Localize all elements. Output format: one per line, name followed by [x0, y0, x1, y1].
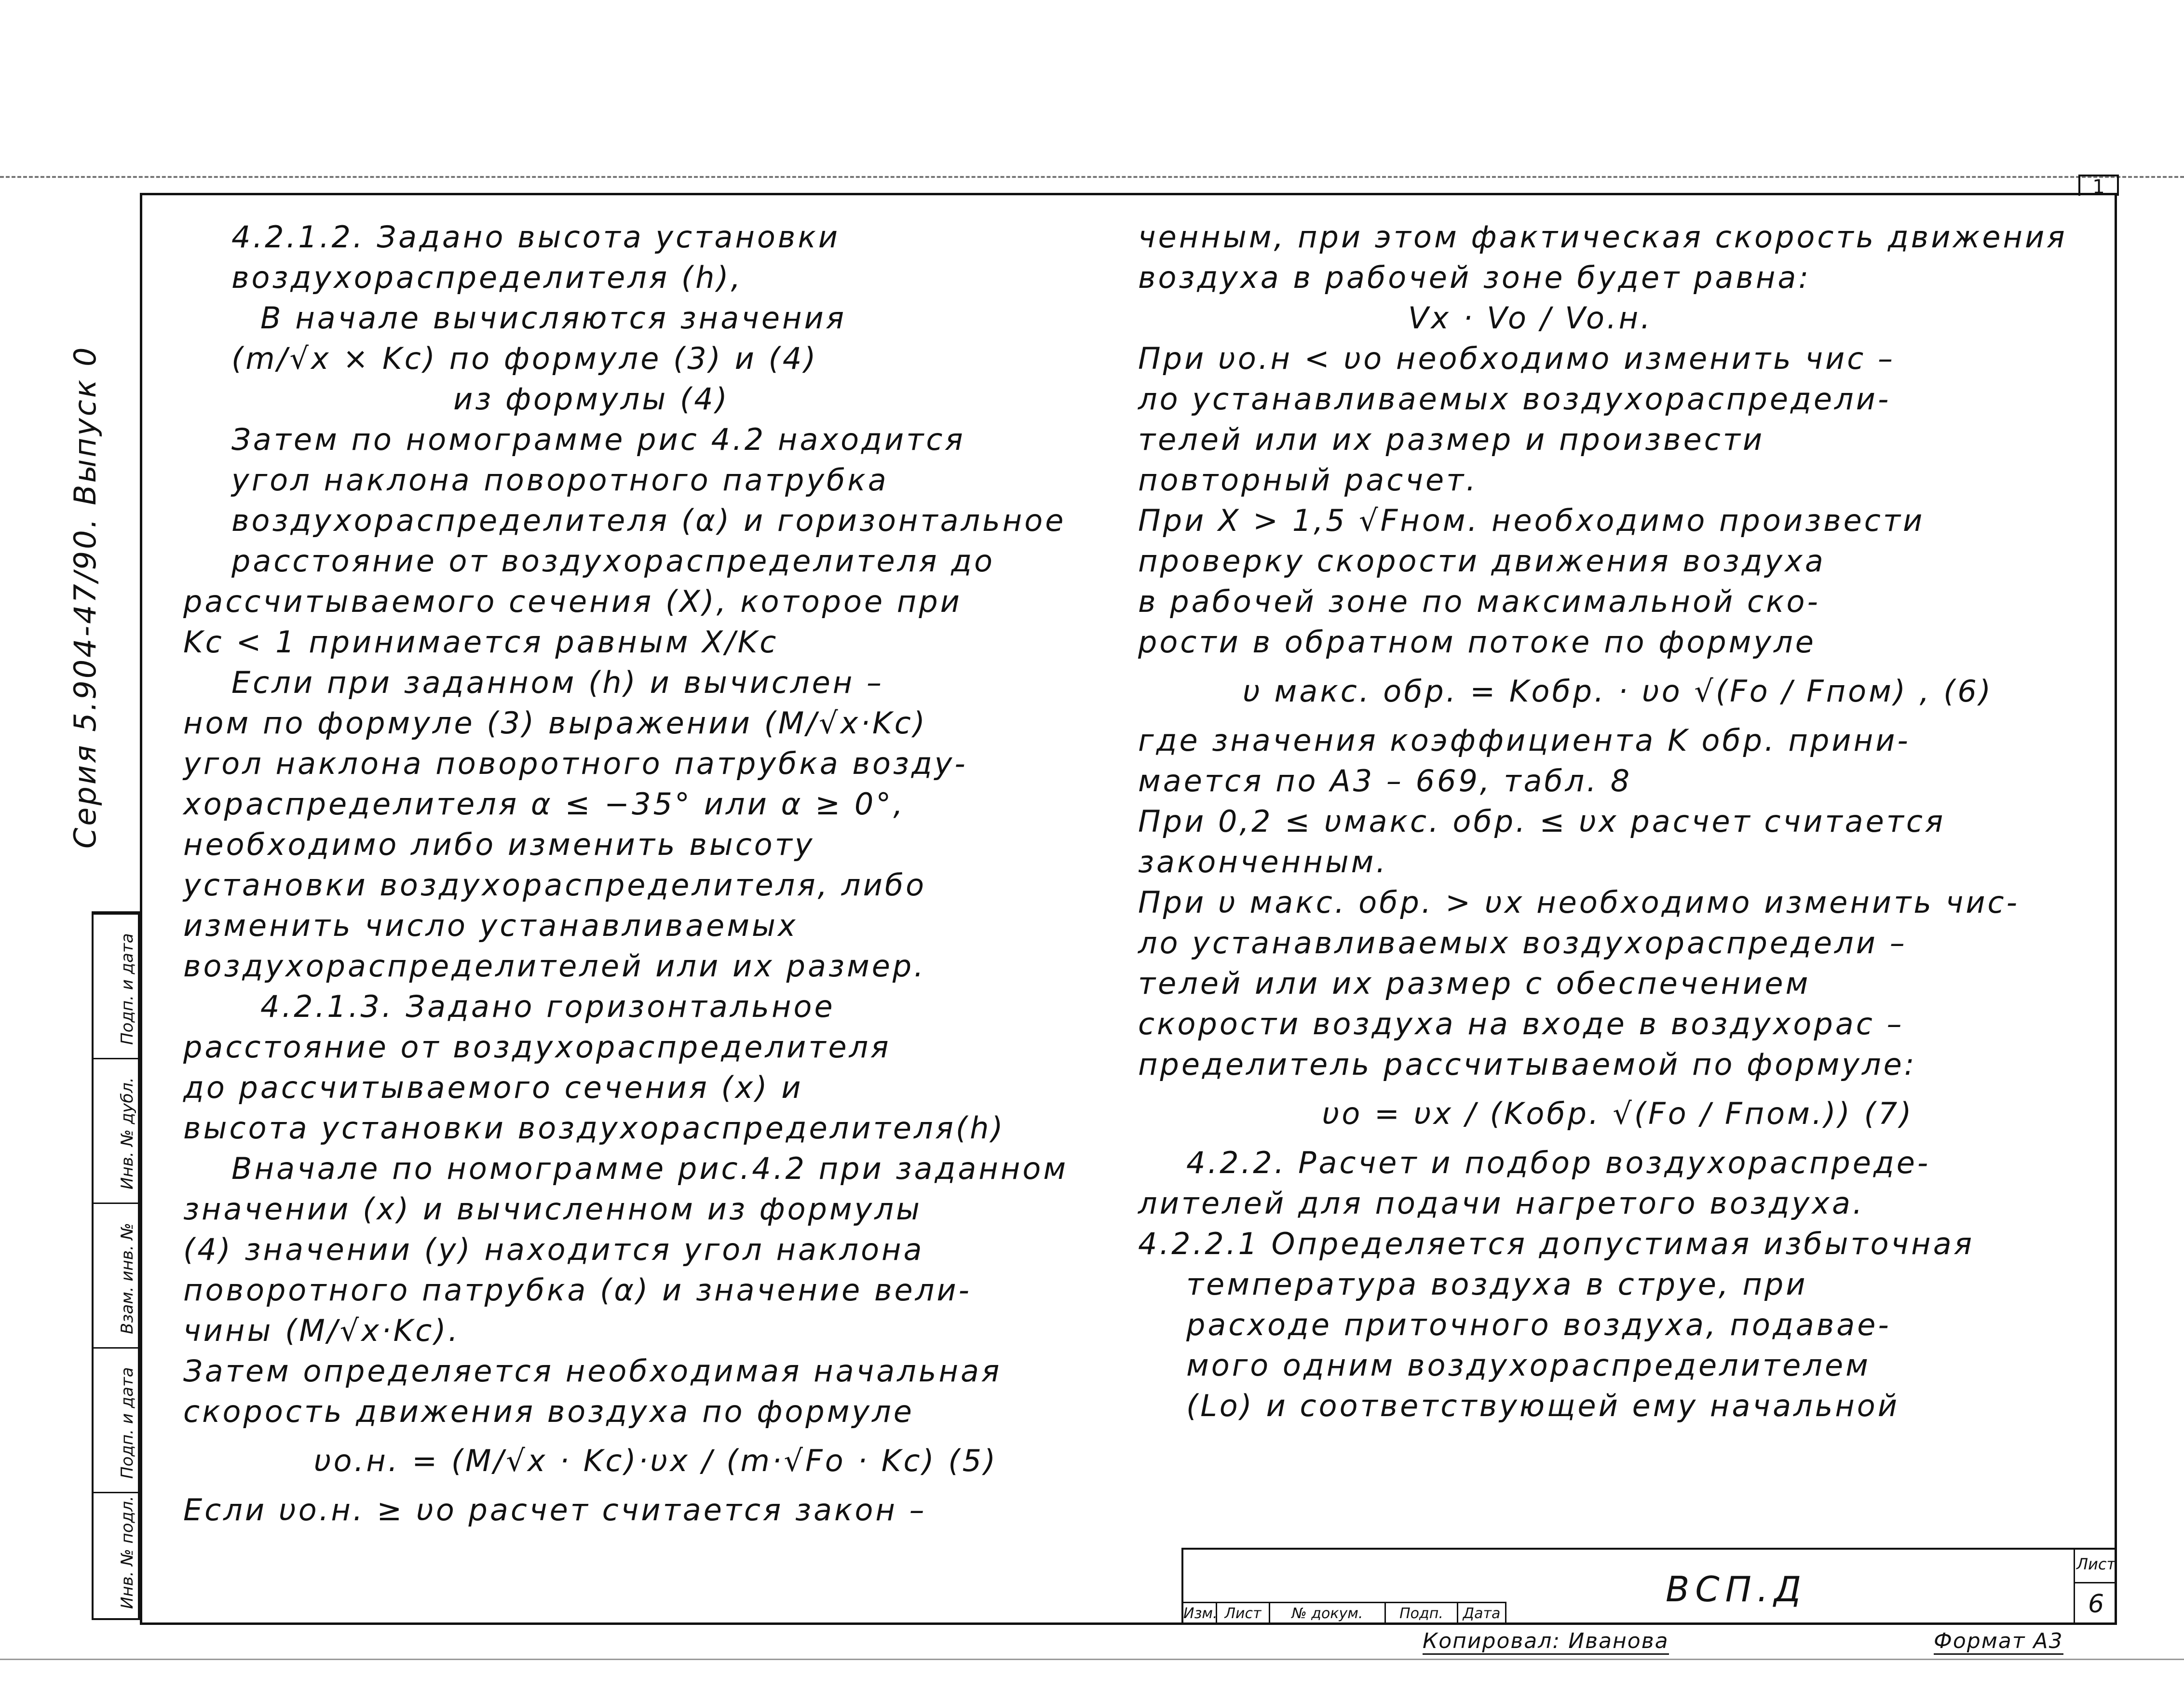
text-line: Kc < 1 принимается равным X/Kc [183, 624, 779, 660]
text-line: ло устанавливаемых воздухораспредели- [1138, 381, 1891, 417]
text-line: воздухораспределителей или их размер. [183, 948, 926, 984]
text-line: угол наклона поворотного патрубка возду- [183, 746, 968, 781]
formula-7: υо = υx / (Kобр. √(Fo / Fпом.)) (7) [1322, 1096, 1914, 1131]
text-line: поворотного патрубка (α) и значение вели- [183, 1272, 972, 1308]
text-line: угол наклона поворотного патрубка [231, 462, 889, 498]
text-line: установки воздухораспределителя, либо [183, 867, 927, 903]
tb-col-list: Лист [1217, 1602, 1270, 1625]
text-line: Затем по номограмме рис 4.2 находится [231, 422, 965, 457]
text-line: температура воздуха в струе, при [1186, 1267, 1808, 1302]
stamp-label: Взам. инв. № [118, 1223, 137, 1334]
copied-by: Копировал: Иванова [1423, 1629, 1669, 1655]
text-line: В начале вычисляются значения [260, 300, 847, 336]
text-line: 4.2.2.1 Определяется допустимая избыточная [1138, 1226, 1974, 1261]
text-line: воздуха в рабочей зоне будет равна: [1138, 260, 1811, 295]
text-line: воздухораспределителя (α) и горизонтальное [231, 503, 1066, 538]
text-line: телей или их размер с обеспечением [1138, 966, 1811, 1001]
text-line: При υо.н < υо необходимо изменить чис – [1138, 341, 1896, 376]
text-line: проверку скорости движения воздуха [1138, 543, 1826, 579]
text-line: При υ макс. обр. > υx необходимо изменить чис- [1138, 885, 2020, 920]
text-line: Затем определяется необходимая начальная [183, 1353, 1002, 1389]
corner-number: 1 [2078, 175, 2119, 196]
text-line: При X > 1,5 √Fном. необходимо произвести [1138, 503, 1925, 538]
text-line: телей или их размер и произвести [1138, 422, 1765, 457]
stamp-label: Инв. № дубл. [118, 1077, 137, 1189]
tb-col-sign: Подп. [1386, 1602, 1458, 1625]
text-line: из формулы (4) [453, 381, 730, 417]
text-line: Вначале по номограмме рис.4.2 при заданном [231, 1151, 1069, 1186]
text-line: в рабочей зоне по максимальной ско- [1138, 584, 1820, 619]
text-line: скорости воздуха на входе в воздухорас – [1138, 1006, 1904, 1041]
tb-col-izm: Изм. [1183, 1602, 1217, 1625]
text-line: воздухораспределителя (h), [231, 260, 743, 295]
bottom-line [0, 1659, 2184, 1660]
text-line: 4.2.2. Расчет и подбор воздухораспреде- [1186, 1145, 1931, 1180]
text-line: изменить число устанавливаемых [183, 908, 798, 943]
text-line: рассчитываемого сечения (X), которое при [183, 584, 962, 619]
title-block [1181, 1548, 2117, 1625]
document-code: ВСП.Д [1666, 1569, 1807, 1609]
text-line: Если при заданном (h) и вычислен – [231, 665, 884, 700]
text-line: значении (x) и вычисленном из формулы [183, 1191, 922, 1227]
text-line: (4) значении (y) находится угол наклона [183, 1232, 924, 1267]
text-line: расходе приточного воздуха, подавае- [1186, 1307, 1891, 1342]
stamp-label: Подп. и дата [118, 1367, 137, 1479]
series-title: Серия 5.904-47/90. Выпуск 0 [68, 345, 103, 849]
left-column [183, 217, 1128, 1530]
text-line: 4.2.1.3. Задано горизонтальное [260, 989, 835, 1024]
text-line: необходимо либо изменить высоту [183, 827, 815, 862]
text-line: (m/√x × Kc) по формуле (3) и (4) [231, 341, 818, 376]
text-line: рости в обратном потоке по формуле [1138, 624, 1816, 660]
text-line: законченным. [1138, 844, 1388, 879]
stamp-label: Инв. № подл. [118, 1496, 137, 1609]
formula-vx: Vx · Vo / Vo.н. [1408, 300, 1653, 336]
text-line: ло устанавливаемых воздухораспредели – [1138, 925, 1907, 960]
text-line: ном по формуле (3) выражении (M/√x·Kc) [183, 705, 927, 741]
text-line: пределитель рассчитываемой по формуле: [1138, 1047, 1917, 1082]
text-line: мого одним воздухораспределителем [1186, 1348, 1871, 1383]
text-line: где значения коэффициента K обр. прини- [1138, 723, 1911, 758]
formula-5: υо.н. = (M/√x · Kc)·υx / (m·√Fo · Kc) (5) [313, 1443, 998, 1478]
sheet-number: 6 [2074, 1583, 2117, 1625]
text-line: мается по А3 – 669, табл. 8 [1138, 763, 1632, 798]
right-column [1138, 217, 2098, 1426]
text-line: повторный расчет. [1138, 462, 1478, 498]
text-line: скорость движения воздуха по формуле [183, 1394, 914, 1429]
formula-6: υ макс. обр. = Kобр. · υо √(Fo / Fпом) , (6) [1242, 674, 1994, 709]
text-line: лителей для подачи нагретого воздуха. [1138, 1186, 1865, 1221]
stamp-cell [94, 1347, 138, 1492]
paper-format: Формат А3 [1934, 1629, 2063, 1655]
stamp-cell [94, 1203, 138, 1347]
text-line: ченным, при этом фактическая скорость движения [1138, 219, 2067, 255]
top-dashed-line [0, 176, 2184, 178]
sheet-label: Лист [2074, 1550, 2117, 1583]
stamp-label: Подп. и дата [118, 933, 137, 1045]
stamp-cell [94, 913, 138, 1058]
approval-stamp [92, 911, 140, 1620]
text-line: чины (M/√x·Kc). [183, 1313, 461, 1348]
tb-col-date: Дата [1458, 1602, 1506, 1625]
tb-col-doc-num: № докум. [1270, 1602, 1386, 1625]
text-line: хораспределителя α ≤ −35° или α ≥ 0°, [183, 786, 906, 822]
text-line: 4.2.1.2. Задано высота установки [231, 219, 841, 255]
text-line: Если υо.н. ≥ υо расчет считается закон – [183, 1492, 927, 1527]
text-line: расстояние от воздухораспределителя до [231, 543, 995, 579]
stamp-cell [94, 1492, 138, 1618]
stamp-cell [94, 1058, 138, 1203]
text-line: до рассчитываемого сечения (x) и [183, 1070, 803, 1105]
text-line: расстояние от воздухораспределителя [183, 1029, 891, 1065]
text-line: высота установки воздухораспределителя(h) [183, 1110, 1005, 1146]
text-line: При 0,2 ≤ υмакс. обр. ≤ υx расчет считается [1138, 804, 1946, 839]
text-line: (Lo) и соответствующей ему начальной [1186, 1388, 1900, 1423]
